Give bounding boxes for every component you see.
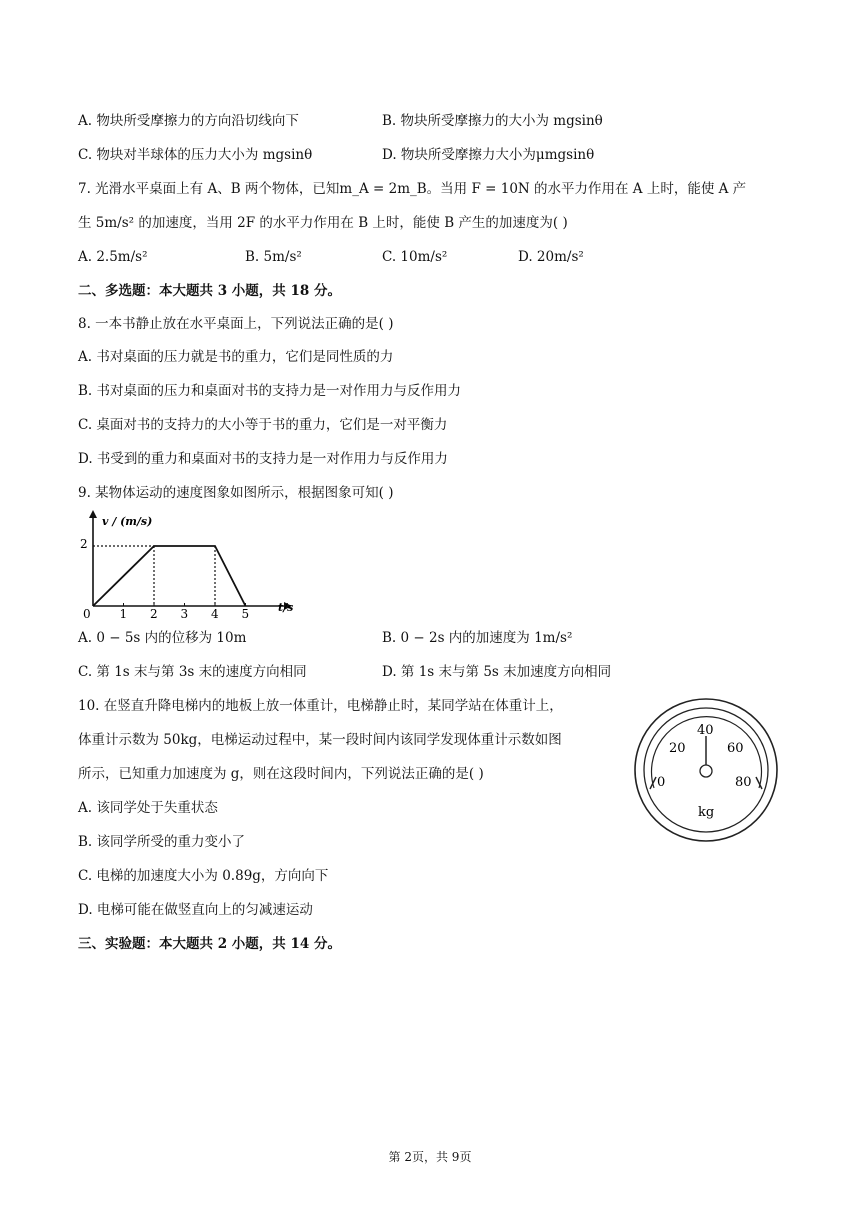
x-axis-label: t/s: [278, 601, 294, 614]
dial-label-0: 0: [657, 775, 666, 790]
dial-left-stop: [650, 777, 656, 789]
dial-pivot: [700, 765, 712, 777]
q10-option-c: C. 电梯的加速度大小为 0.89g，方向向下: [78, 868, 329, 884]
x-tick-3: 3: [180, 607, 189, 621]
x-tick-2: 2: [150, 607, 158, 621]
dial-unit: kg: [698, 805, 715, 820]
q10-stem-line3: 所示，已知重力加速度为 g，则在这段时间内，下列说法正确的是( ): [78, 766, 484, 782]
q7-stem-line2: 生 5m/s² 的加速度，当用 2F 的水平力作用在 B 上时，能使 B 产生的加速度为( ): [78, 215, 568, 231]
q8-stem: 8. 一本书静止放在水平桌面上，下列说法正确的是( ): [78, 316, 394, 332]
velocity-time-graph: [78, 506, 308, 624]
q6-option-c: C. 物块对半球体的压力大小为 mgsinθ: [78, 147, 313, 163]
q10-stem-line1: 10. 在竖直升降电梯内的地板上放一体重计，电梯静止时，某同学站在体重计上，: [78, 698, 563, 714]
q7-option-d: D. 20m/s²: [518, 249, 584, 265]
q10-option-d: D. 电梯可能在做竖直向上的匀减速运动: [78, 902, 313, 918]
q8-option-a: A. 书对桌面的压力就是书的重力，它们是同性质的力: [78, 349, 394, 365]
page-footer: 第 2页，共 9页: [388, 1150, 472, 1164]
dial-label-80: 80: [735, 775, 752, 790]
q6-option-b: B. 物块所受摩擦力的大小为 mgsinθ: [382, 113, 603, 129]
scale-dial: [632, 696, 782, 846]
q7-stem-line1: 7. 光滑水平桌面上有 A、B 两个物体，已知m_A = 2m_B。当用 F = 10N 的水平力作用在 A 上时，能使 A 产: [78, 181, 747, 197]
x-tick-5: 5: [241, 607, 250, 621]
x-tick-1: 1: [119, 607, 128, 621]
y-tick-2: 2: [80, 537, 88, 551]
y-axis-label: v / (m/s): [102, 515, 153, 528]
q9-stem: 9. 某物体运动的速度图象如图所示，根据图象可知( ): [78, 485, 394, 501]
dial-label-20: 20: [669, 741, 686, 756]
q6-option-d: D. 物块所受摩擦力大小为μmgsinθ: [382, 147, 595, 163]
section-2-heading: 二、多选题：本大题共 3 小题，共 18 分。: [78, 283, 341, 299]
q9-option-d: D. 第 1s 末与第 5s 末加速度方向相同: [382, 664, 612, 680]
q6-option-a: A. 物块所受摩擦力的方向沿切线向下: [78, 113, 299, 129]
q10-option-b: B. 该同学所受的重力变小了: [78, 834, 246, 850]
section-3-heading: 三、实验题：本大题共 2 小题，共 14 分。: [78, 936, 341, 952]
velocity-line: [93, 546, 246, 606]
dial-label-40: 40: [697, 723, 714, 738]
q7-option-a: A. 2.5m/s²: [78, 249, 148, 265]
q8-option-b: B. 书对桌面的压力和桌面对书的支持力是一对作用力与反作用力: [78, 383, 462, 399]
q9-option-a: A. 0 − 5s 内的位移为 10m: [78, 630, 247, 646]
q8-option-c: C. 桌面对书的支持力的大小等于书的重力，它们是一对平衡力: [78, 417, 448, 433]
q10-option-a: A. 该同学处于失重状态: [78, 800, 218, 816]
q9-option-b: B. 0 − 2s 内的加速度为 1m/s²: [382, 630, 573, 646]
q7-option-c: C. 10m/s²: [382, 249, 448, 265]
y-axis-arrow: [89, 510, 97, 518]
q7-option-b: B. 5m/s²: [245, 249, 302, 265]
q10-stem-line2: 体重计示数为 50kg，电梯运动过程中，某一段时间内该同学发现体重计示数如图: [78, 732, 562, 748]
x-tick-4: 4: [211, 607, 219, 621]
x-tick-0: 0: [83, 607, 91, 621]
q8-option-d: D. 书受到的重力和桌面对书的支持力是一对作用力与反作用力: [78, 451, 448, 467]
dial-label-60: 60: [727, 741, 744, 756]
q9-option-c: C. 第 1s 末与第 3s 末的速度方向相同: [78, 664, 307, 680]
